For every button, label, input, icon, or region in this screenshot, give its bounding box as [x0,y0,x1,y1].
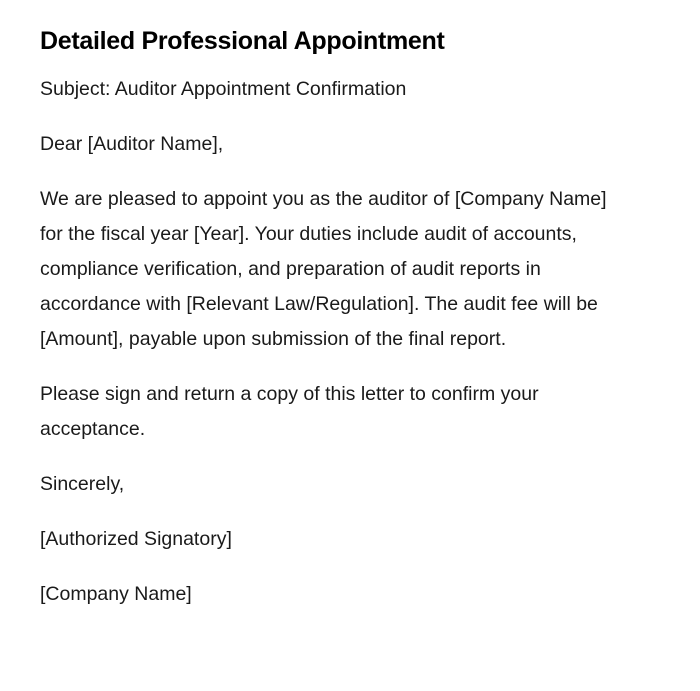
subject-line: Subject: Auditor Appointment Confirmation [40,78,407,100]
document [40,24,630,632]
salutation: Dear [Auditor Name], [40,133,224,155]
body-paragraph: Please sign and return a copy of this letter to confirm your acceptance. [40,383,539,440]
closing: Sincerely, [40,473,125,495]
company-name: [Company Name] [40,583,192,605]
document-title: Detailed Professional Appointment [40,27,445,55]
signatory: [Authorized Signatory] [40,528,232,550]
body-paragraph: We are pleased to appoint you as the auditor of [Company Name] for the fiscal year [Year]. Your duties include audit of accounts, compliance verification, and preparation of audit reports in accordance with [Relevant Law/Regulation]. The audit fee will be [Amount], payable upon submission of the final report. [40,188,607,350]
